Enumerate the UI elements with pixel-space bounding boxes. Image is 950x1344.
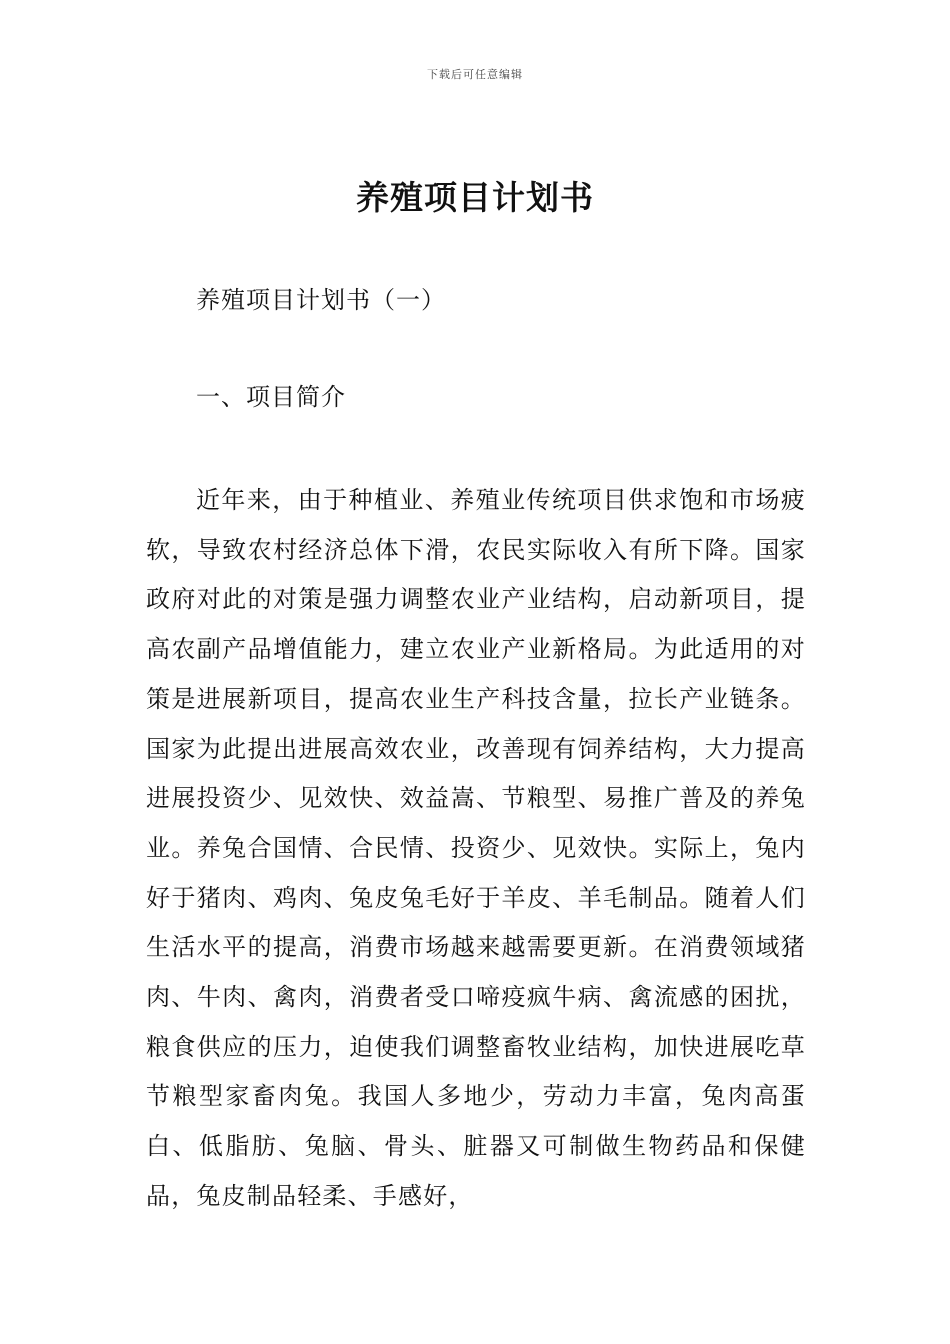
document-title: 养殖项目计划书 — [356, 178, 594, 217]
section-heading: 一、项目简介 — [196, 383, 346, 411]
document-subtitle: 养殖项目计划书（一） — [196, 286, 446, 314]
body-paragraph: 近年来，由于种植业、养殖业传统项目供求饱和市场疲软，导致农村经济总体下滑，农民实际收入有所下降。国家政府对此的对策是强力调整农业产业结构，启动新项目，提高农副产品增值能力，建立农业产业新格局。为此适用的对策是进展新项目，提高农业生产科技含量，拉长产业链条。国家为此提出进展高效农业，改善现有饲养结构，大力提高进展投资少、见效快、效益嵩、节粮型、易推广普及的养兔业。养兔合国情、合民情、投资少、见效快。实际上，兔内好于猪肉、鸡肉、兔皮兔毛好于羊皮、羊毛制品。随着人们生活水平的提高，消费市场越来越需要更新。在消费领域猪肉、牛肉、禽肉，消费者受口啼疫疯牛病、禽流感的困扰，粮食供应的压力，迫使我们调整畜牧业结构，加快进展吃草节粮型家畜肉兔。我国人多地少，劳动力丰富，兔肉高蛋白、低脂肪、兔脑、骨头、脏器又可制做生物药品和保健品，兔皮制品轻柔、手感好， — [146, 486, 806, 1210]
header-note: 下载后可任意编辑 — [427, 68, 523, 81]
